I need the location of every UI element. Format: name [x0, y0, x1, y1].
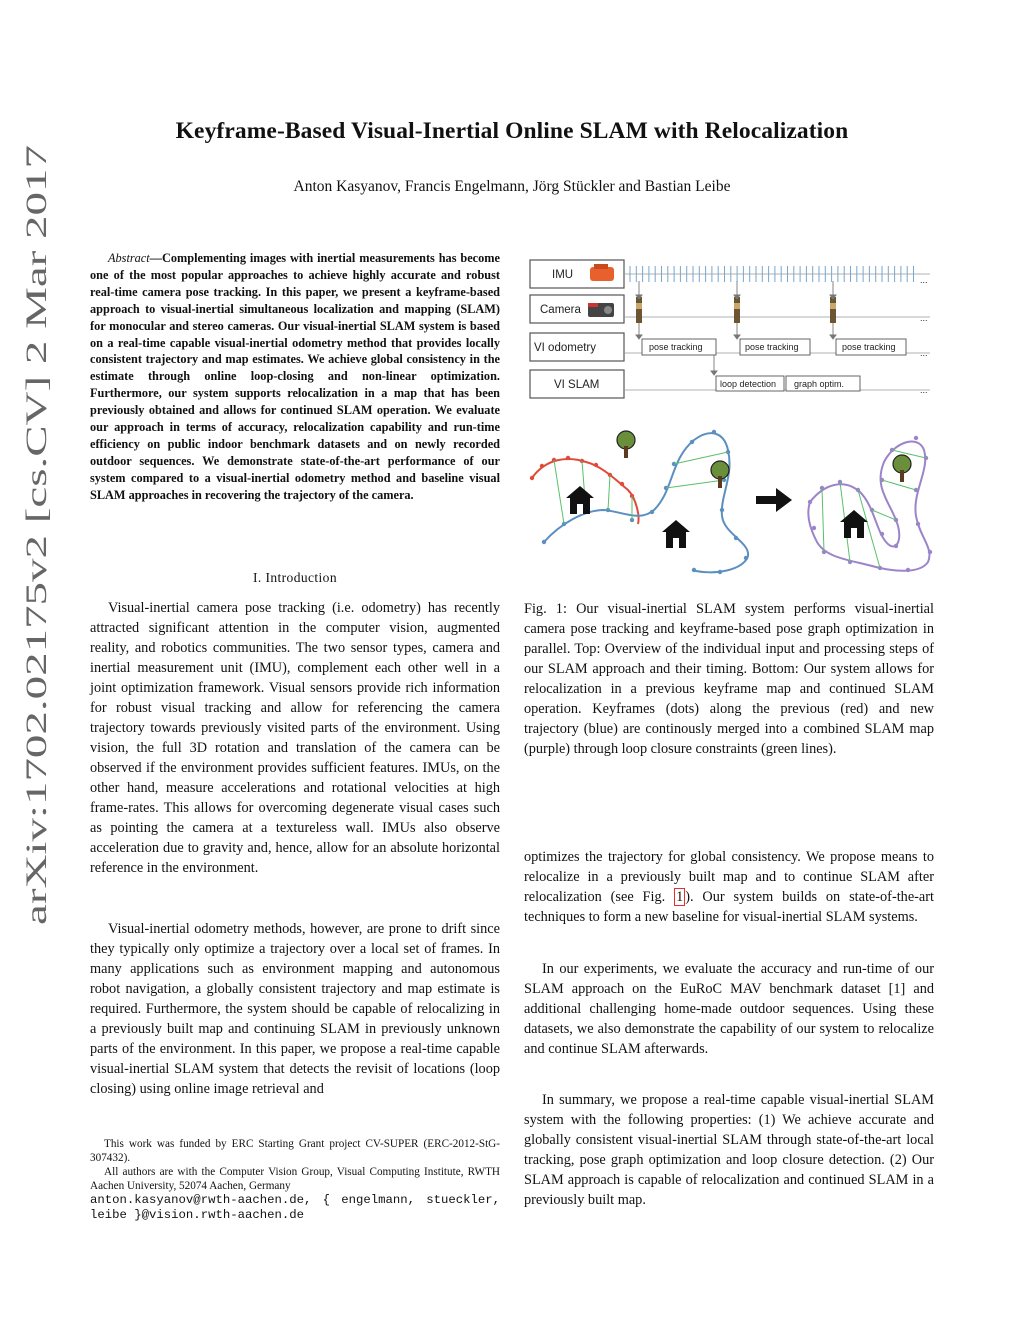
house-icon — [662, 520, 690, 548]
pose-tracking-label-3: pose tracking — [842, 342, 896, 352]
footnote-funding: This work was funded by ERC Starting Grant project CV-SUPER (ERC-2012-StG-307432). — [90, 1138, 500, 1164]
section-heading: I. Introduction — [253, 570, 337, 585]
right-paragraph-2 — [524, 959, 934, 1059]
right-p1-after: ). Our system builds on state-of-the-art techniques to form a new baseline for visual-inertial SLAM systems. — [524, 889, 935, 925]
arxiv-id: arXiv:1702.02175v2 [cs.CV] 2 Mar 2017 — [20, 426, 53, 925]
intro-p2: Visual-inertial odometry methods, however, are prone to drift since they typically only optimize a trajectory over a local set of frames. In many applications such as environment mapping and autonomous robot navigation, a globally consistent trajectory and map estimate is required. Furthermore, the system should be capable of relocalizing in a previously built map and continuing SLAM in previously unknown parts of the environment. In this paper, we propose a real-time capable visual-inertial SLAM system that detects the revisit of locations (loop closing) using online image retrieval and — [90, 921, 500, 1097]
right-p3: In summary, we propose a real-time capable visual-inertial SLAM system with the following properties: (1) We achieve accurate and globally consistent visual-inertial SLAM through state-of-the-art local tracking, pose graph optimization and loop closure detection. (2) Our SLAM approach is capable of relocalization and continued SLAM in a previously built map. — [524, 1092, 934, 1208]
figure-caption — [524, 599, 934, 759]
imu-ellipsis: ... — [920, 275, 928, 285]
odometry-ellipsis: ... — [920, 348, 928, 358]
intro-p1: Visual-inertial camera pose tracking (i.e. odometry) has recently attracted significant attention in the computer vision, augmented reality, and robotics communities. The two sensor types, camera and inertial measurement unit (IMU), complement each other well in a joint optimization framework. Visual sensors provide rich information for robust visual tracking and allow for referencing the camera trajectory towards previously visited parts of the environment. Using vision, the full 3D rotation and translation of the camera can be observed if the environment provides sufficient features. IMUs, on the other hand, measure accelerations and rotational velocities at high frame-rates. This allows for overcoming degenerate visual cases such as pointing the camera at a textureless wall. IMUs also observe acceleration due to gravity and, hence, allow for an absolute horizontal reference in the environment. — [90, 600, 500, 876]
footnote-affiliation: All authors are with the Computer Vision Group, Visual Computing Institute, RWTH Aachen University, 52074 Aachen, Germany — [90, 1166, 500, 1192]
combined-trajectory — [808, 441, 929, 570]
row-label-vi-odometry: VI odometry — [534, 342, 596, 354]
camera-sensor-icon — [588, 303, 614, 317]
right-paragraph-1 — [524, 847, 934, 927]
row-label-imu: IMU — [552, 269, 574, 281]
figure-reference-link[interactable]: 1 — [676, 889, 684, 905]
row-label-camera: Camera — [540, 304, 581, 316]
figure-caption-text: Fig. 1: Our visual-inertial SLAM system performs visual-inertial camera pose tracking and keyframe-based pose graph optimization in parallel. Top: Overview of the individual input and processing steps of our SLAM approach and their timing. Bottom: Our system allows for relocalization in a previous keyframe map and continued SLAM operation. Keyframes (dots) along the previous (red) and new trajectory (blue) are continously merged into a combined SLAM map (purple) through loop closure constraints (green lines). — [524, 601, 934, 757]
right-p1-before: optimizes the trajectory for global consistency. We propose means to relocalize in a previously built map and to continue SLAM after relocalization (see Fig. — [524, 849, 934, 905]
pose-tracking-label-2: pose tracking — [745, 342, 799, 352]
intro-paragraph-1 — [90, 598, 500, 878]
paper-authors: Anton Kasyanov, Francis Engelmann, Jörg Stückler and Bastian Leibe — [293, 178, 731, 195]
right-paragraph-3 — [524, 1090, 934, 1210]
arrow-right-icon — [756, 488, 792, 512]
figure-timing-diagram — [528, 255, 936, 405]
abstract — [90, 250, 500, 504]
arxiv-stamp — [8, 140, 60, 930]
right-p2: In our experiments, we evaluate the accuracy and run-time of our SLAM approach on the EuRoC MAV benchmark dataset [1] and additional challenging home-made outdoor sequences. Using these datasets, we also demonstrate the capability of our system to relocalize and continue SLAM afterwards. — [524, 961, 934, 1057]
tree-icon — [893, 455, 911, 482]
camera-ellipsis: ... — [920, 313, 928, 323]
abstract-body: Complementing images with inertial measurements has become one of the most popular approaches to achieve highly accurate and robust real-time camera pose tracking. In this paper, we present a keyframe-based approach to visual-inertial simultaneous localization and mapping (SLAM) for monocular and stereo cameras. Our visual-inertial SLAM system is based on a real-time capable visual-inertial odometry method that provides locally consistent trajectory and map estimates. We achieve global consistency in the estimate through online loop-closing and non-linear optimization. Furthermore, our system supports relocalization in a map that has been previously obtained and allows for continued SLAM operation. We evaluate our approach in terms of accuracy, relocalization capability and run-time efficiency on public indoor benchmark datasets and on newly recorded outdoor sequences. We demonstrate state-of-the-art performance of our system compared to a visual-inertial odometry method and baseline visual SLAM approaches in recovering the trajectory of the camera. — [90, 251, 500, 502]
camera-frame-thumbnails — [636, 297, 836, 323]
house-icon — [566, 486, 594, 514]
tree-icon — [617, 431, 635, 458]
loop-detection-label: loop detection — [720, 379, 777, 389]
figure-trajectory-illustration — [524, 420, 938, 590]
abstract-lead: Abstract — [108, 251, 150, 265]
footnote-emails: anton.kasyanov@rwth-aachen.de, { engelmann, stueckler, leibe }@vision.rwth-aachen.de — [90, 1193, 500, 1222]
graph-optim-label: graph optim. — [794, 379, 845, 389]
data-flow-arrows — [636, 281, 836, 375]
pose-tracking-label-1: pose tracking — [649, 342, 703, 352]
row-label-vi-slam: VI SLAM — [554, 379, 600, 391]
paper-title: Keyframe-Based Visual-Inertial Online SLAM with Relocalization — [175, 118, 849, 144]
abstract-dash: — — [149, 251, 162, 265]
intro-paragraph-2 — [90, 919, 500, 1099]
footnote — [90, 1137, 500, 1223]
slam-ellipsis: ... — [920, 385, 928, 395]
